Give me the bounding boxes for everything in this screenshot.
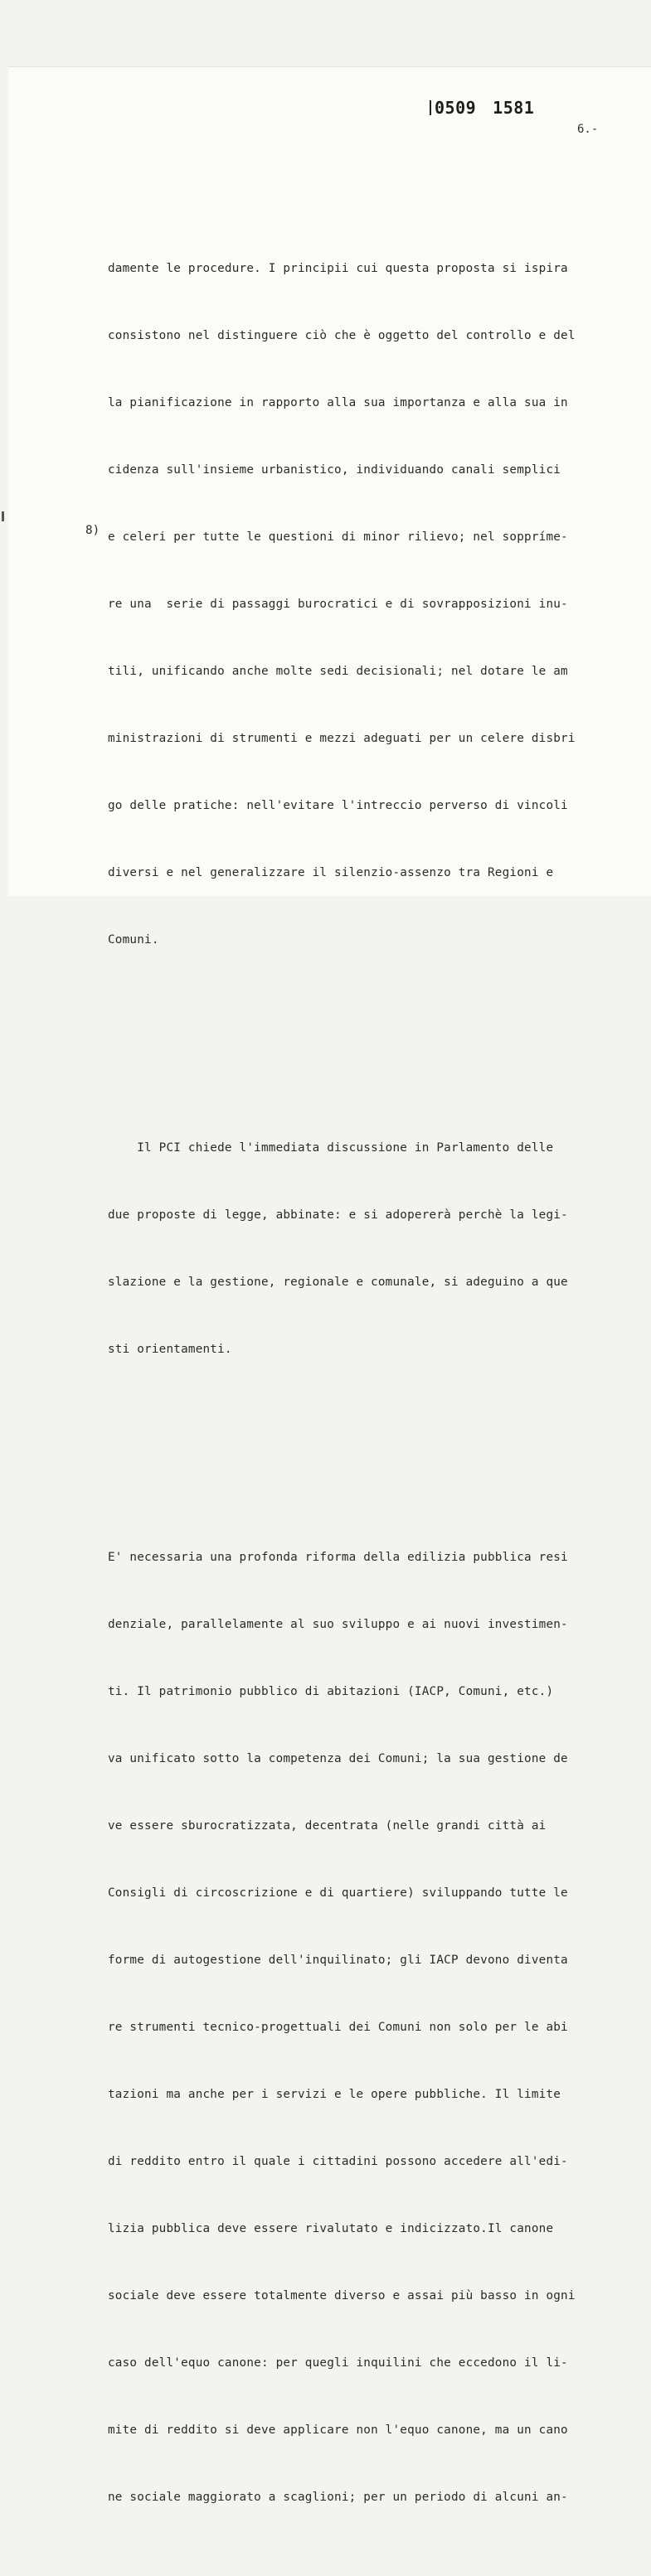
text-line: re una serie di passaggi burocratici e di sovrapposizioni inu- xyxy=(108,598,568,611)
text-line: damente le procedure. I principii cui questa proposta si ispira xyxy=(108,262,568,275)
text-line: E' necessaria una profonda riforma della edilizia pubblica resi xyxy=(108,1551,568,1564)
text-line: di reddito entro il quale i cittadini possono accedere all'edi- xyxy=(108,2155,568,2168)
text-line: slazione e la gestione, regionale e comunale, si adeguino a que xyxy=(108,1276,568,1289)
text-line: Il PCI chiede l'immediata discussione in Parlamento delle xyxy=(108,1141,554,1155)
paragraph-3 xyxy=(108,1502,622,2554)
text-line: ve essere sburocratizzata, decentrata (nelle grandi città ai xyxy=(108,1819,547,1833)
margin-mark xyxy=(2,511,4,521)
text-line: tazioni ma anche per i servizi e le opere pubbliche. Il limite xyxy=(108,2088,561,2101)
text-line: due proposte di legge, abbinate: e si adopererà perchè la legi- xyxy=(108,1208,568,1222)
text-line: ministrazioni di strumenti e mezzi adeguati per un celere disbri xyxy=(108,732,576,745)
text-line: la pianificazione in rapporto alla sua importanza e alla sua in xyxy=(108,396,568,409)
text-line: mite di reddito si deve applicare non l'equo canone, ma un cano xyxy=(108,2423,568,2437)
archive-code-1: 0509 xyxy=(435,98,477,118)
paragraph-1 xyxy=(108,213,622,996)
paragraph-2 xyxy=(108,1092,622,1406)
text-line: caso dell'equo canone: per quegli inquilini che eccedono il li- xyxy=(108,2356,568,2370)
page-number: 6.- xyxy=(577,123,599,136)
archive-stamp xyxy=(430,98,534,118)
text-line: lizia pubblica deve essere rivalutato e indicizzato.Il canone xyxy=(108,2222,554,2235)
text-line: sti orientamenti. xyxy=(108,1343,232,1356)
text-line: consistono nel distinguere ciò che è oggetto del controllo e del xyxy=(108,329,576,342)
body-text xyxy=(108,168,622,2576)
section-marker: 8) xyxy=(85,524,100,537)
text-line: Consigli di circoscrizione e di quartiere) sviluppando tutte le xyxy=(108,1886,568,1900)
text-line: va unificato sotto la competenza dei Comuni; la sua gestione de xyxy=(108,1752,568,1765)
text-line: e celeri per tutte le questioni di minor rilievo; nel soppríme- xyxy=(108,530,568,544)
text-line: go delle pratiche: nell'evitare l'intreccio perverso di vincoli xyxy=(108,799,568,812)
text-line: ti. Il patrimonio pubblico di abitazioni (IACP, Comuni, etc.) xyxy=(108,1685,554,1698)
archive-code-2: 1581 xyxy=(493,98,535,118)
text-line: sociale deve essere totalmente diverso e assai più basso in ogni xyxy=(108,2289,576,2302)
text-line: denziale, parallelamente al suo sviluppo e ai nuovi investimen- xyxy=(108,1618,568,1631)
text-line: cidenza sull'insieme urbanistico, individuando canali semplici xyxy=(108,463,561,477)
text-line: diversi e nel generalizzare il silenzio-assenzo tra Regioni e xyxy=(108,866,554,879)
text-line: forme di autogestione dell'inquilinato; gli IACP devono diventa xyxy=(108,1954,568,1967)
text-line: tili, unificando anche molte sedi decisionali; nel dotare le am xyxy=(108,665,568,678)
text-line: Comuni. xyxy=(108,933,159,947)
stamp-tick-mark xyxy=(430,100,431,115)
text-line: ne sociale maggiorato a scaglioni; per un periodo di alcuni an- xyxy=(108,2491,568,2504)
text-line: re strumenti tecnico-progettuali dei Comuni non solo per le abi xyxy=(108,2021,568,2034)
